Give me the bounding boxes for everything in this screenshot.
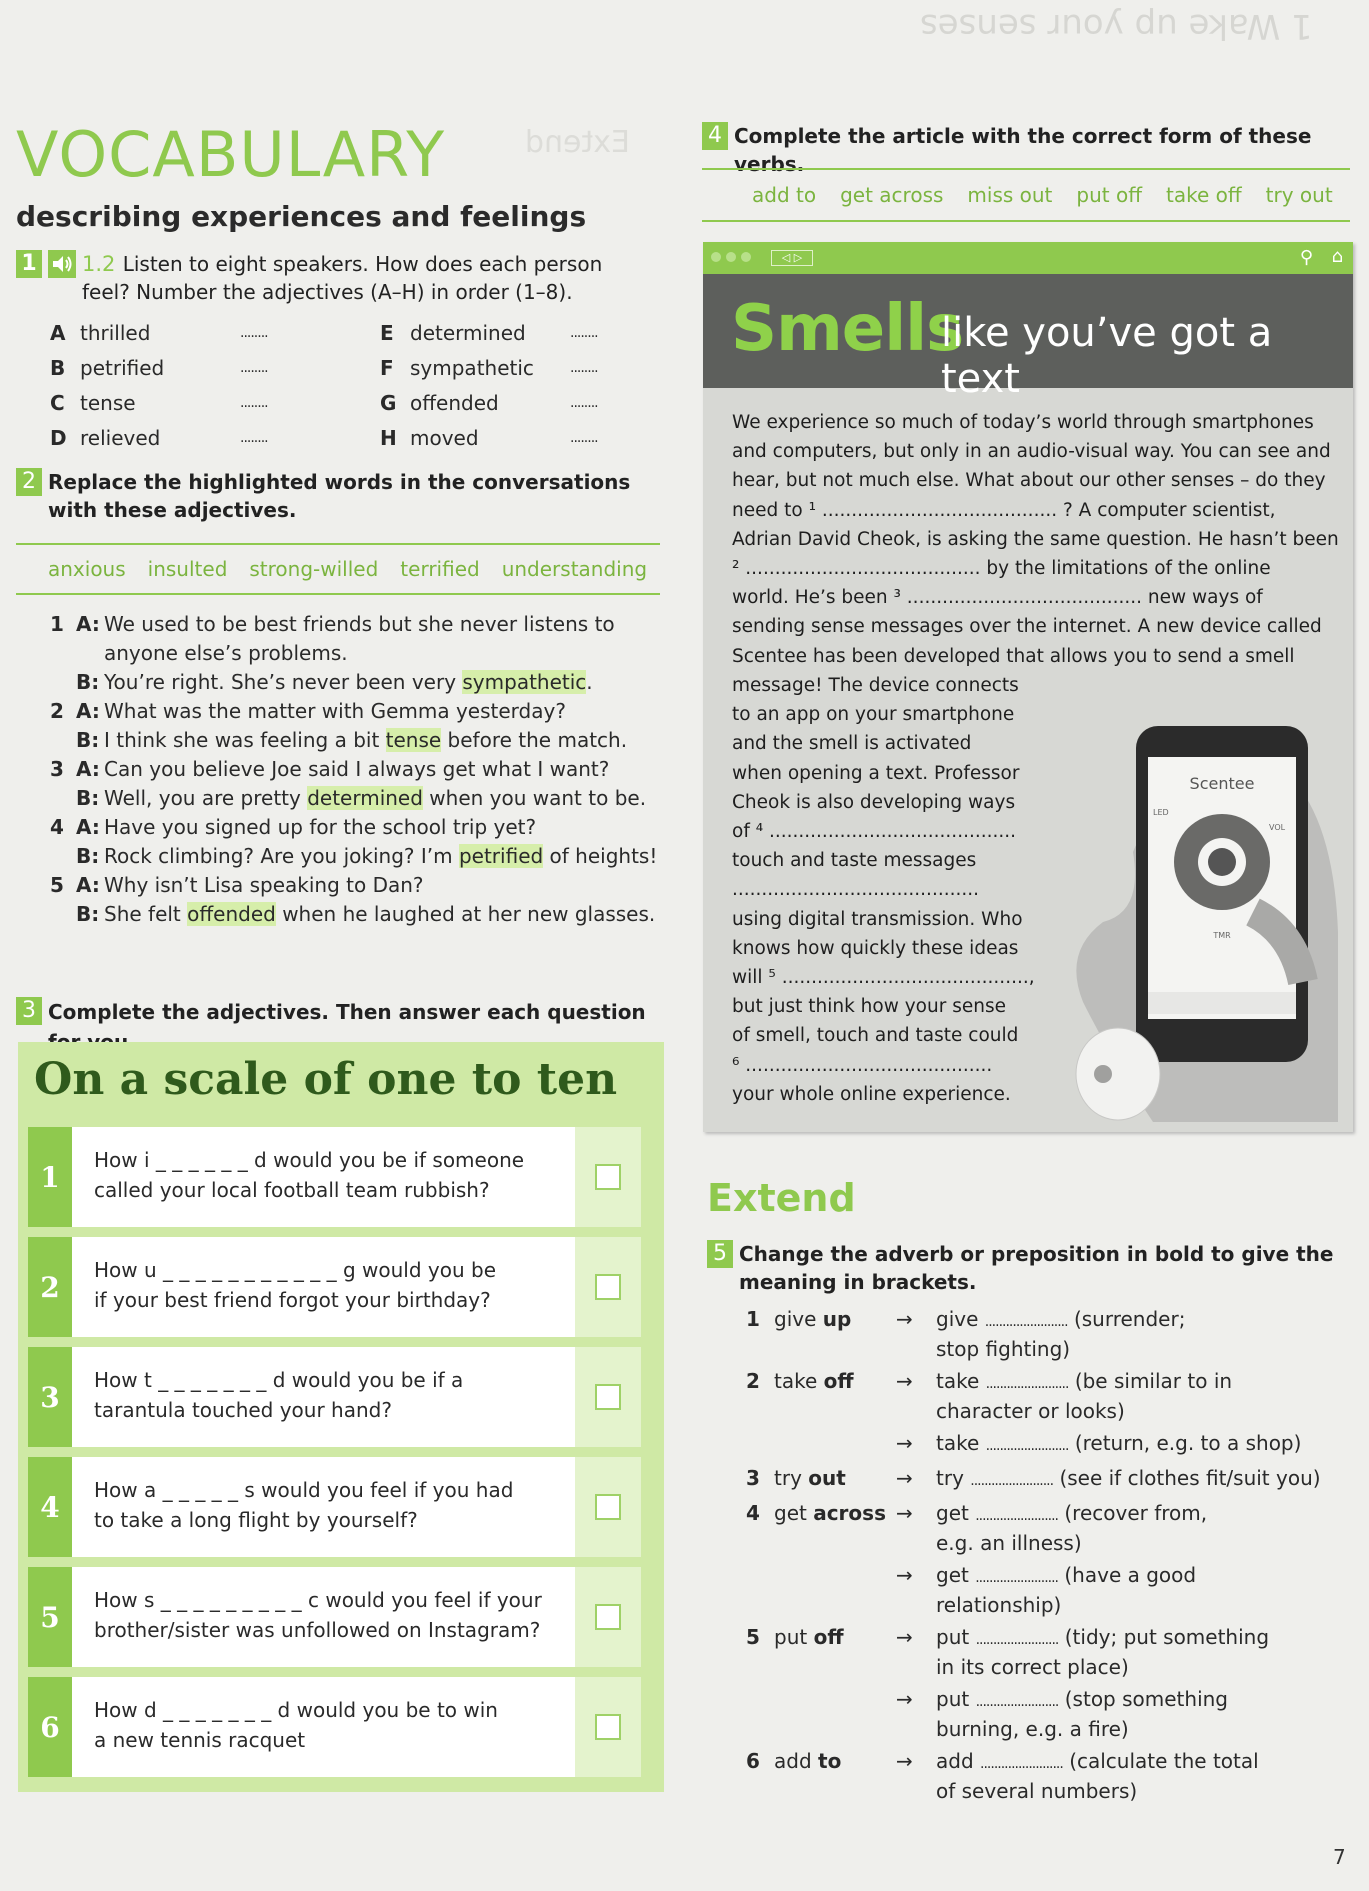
- verb: give: [774, 1307, 817, 1331]
- phrasal-verb: [774, 1368, 854, 1395]
- adjective-letter: E: [380, 321, 394, 345]
- meaning-cont: e.g. an illness): [936, 1531, 1082, 1555]
- scale-question: [28, 1567, 641, 1667]
- exercise-number: 2: [16, 468, 42, 496]
- conversation-number: 4: [50, 815, 64, 839]
- line-b: [104, 900, 655, 929]
- line-b-text: I think she was feeling a bit: [104, 728, 386, 752]
- answer-checkbox[interactable]: [595, 1164, 621, 1190]
- extend-title: Extend: [707, 1176, 856, 1220]
- meaning: (stop something: [1064, 1687, 1228, 1711]
- article-line: of ⁴ ..........................................: [732, 821, 1016, 843]
- phone-illustration: [1003, 682, 1343, 1122]
- verb: take: [774, 1369, 818, 1393]
- exercise-3-instruction: Complete the adjectives. Then answer each question: [48, 1000, 646, 1024]
- question-line: tarantula touched your hand?: [94, 1398, 392, 1422]
- phrasal-verb: [774, 1624, 844, 1651]
- article-line: need to ¹ ........................................ ? A computer scientist,: [732, 499, 1276, 521]
- speaker-a: A:: [76, 873, 100, 897]
- adjective-item: [380, 386, 660, 421]
- audio-icon[interactable]: [48, 250, 76, 278]
- arrow-icon: →: [896, 1625, 913, 1649]
- conversation: [50, 610, 670, 697]
- article-line: and computers, but only in an audio-visual way. You can see and: [732, 441, 1331, 463]
- particle: to: [818, 1749, 842, 1773]
- adjective-item: [50, 386, 330, 421]
- page-title: VOCABULARY: [16, 118, 446, 191]
- question-number: 3: [28, 1347, 72, 1447]
- adjective-letter: B: [50, 356, 66, 380]
- line-b-text: .: [586, 670, 593, 694]
- answer-box[interactable]: [575, 1237, 641, 1337]
- answer-blank[interactable]: ........................: [980, 1756, 1063, 1772]
- answer-blank[interactable]: ........: [240, 395, 268, 411]
- exercise-number: 4: [702, 122, 728, 150]
- question-line: a new tennis racquet: [94, 1728, 306, 1752]
- article-line: message! The device connects: [732, 675, 1019, 696]
- item-number: 2: [746, 1369, 760, 1393]
- arrow-icon: →: [896, 1749, 913, 1773]
- adjective-word: moved: [410, 426, 479, 450]
- line-b-text: She felt: [104, 902, 188, 926]
- exercise-5-instruction: Change the adverb or preposition in bold to give the meaning in brackets.: [739, 1242, 1334, 1294]
- question-text: [72, 1347, 575, 1447]
- svg-text:VOL: VOL: [1269, 823, 1286, 832]
- exercise-1-instruction: Listen to eight speakers. How does each person feel? Number the adjectives (A–H) in order (1–8).: [82, 252, 603, 304]
- exercise-number: 3: [16, 997, 42, 1025]
- home-icon[interactable]: ⌂: [1331, 246, 1343, 267]
- line-b: [104, 842, 657, 871]
- answer-blank[interactable]: ........: [570, 325, 598, 341]
- answer-checkbox[interactable]: [595, 1384, 621, 1410]
- adjective-item: [50, 316, 330, 351]
- article-line: your whole online experience.: [732, 1083, 1011, 1105]
- phrasal-verb: [774, 1465, 846, 1492]
- question-number: 2: [28, 1237, 72, 1337]
- particle: out: [808, 1466, 846, 1490]
- adjective-word: thrilled: [80, 321, 151, 345]
- page-subtitle: describing experiences and feelings: [16, 200, 587, 233]
- meaning-cont: relationship): [936, 1593, 1062, 1617]
- line-b-text: of heights!: [543, 844, 658, 868]
- meaning: (see if clothes fit/suit you): [1059, 1466, 1321, 1490]
- answer-blank[interactable]: ........................: [975, 1508, 1059, 1524]
- adjective-letter: C: [50, 391, 65, 415]
- adjective-item: [380, 316, 660, 351]
- verb: get: [774, 1501, 807, 1525]
- exercise-2-instruction: Replace the highlighted words in the conversations with these adjectives.: [48, 470, 631, 522]
- line-a-cont: anyone else’s problems.: [104, 641, 348, 665]
- meaning-cont: stop fighting): [936, 1337, 1071, 1361]
- meaning: (be similar to in: [1074, 1369, 1233, 1393]
- article-line: of smell, touch and taste could: [732, 1025, 1019, 1047]
- page-number: 7: [1333, 1845, 1346, 1869]
- arrow-icon: →: [896, 1307, 913, 1331]
- adjective-word: petrified: [80, 356, 165, 380]
- scale-question: [28, 1127, 641, 1227]
- arrow-icon: →: [896, 1369, 913, 1393]
- target-verb: give: [936, 1307, 979, 1331]
- arrow-icon: →: [896, 1466, 913, 1490]
- target-verb: get: [936, 1501, 969, 1525]
- answer-checkbox[interactable]: [595, 1604, 621, 1630]
- word-option: insulted: [147, 557, 228, 581]
- article-line: ⁶ ..........................................: [732, 1054, 993, 1076]
- word-option: strong-willed: [249, 557, 379, 581]
- window-dots: [711, 252, 751, 262]
- scale-panel-title: On a scale of one to ten: [34, 1054, 618, 1105]
- question-line: How i _ _ _ _ _ _ d would you be if someone: [94, 1148, 525, 1172]
- answer-blank[interactable]: ........: [570, 360, 598, 376]
- highlighted-word: determined: [307, 786, 423, 810]
- speaker-a: A:: [76, 699, 100, 723]
- target-verb: take: [936, 1431, 980, 1455]
- article-line: and the smell is activated: [732, 733, 972, 755]
- article-line: sending sense messages over the internet. A new device called: [732, 616, 1322, 638]
- highlighted-word: tense: [385, 728, 442, 752]
- speaker-b: B:: [76, 844, 100, 868]
- exercise-4-instruction: Complete the article with the correct form of these verbs.: [734, 124, 1312, 176]
- svg-text:TMR: TMR: [1213, 931, 1231, 940]
- item-number: 1: [746, 1307, 760, 1331]
- adjective-item: [380, 351, 660, 386]
- line-b-text: Well, you are pretty: [104, 786, 308, 810]
- article-title-main: Smells: [731, 292, 964, 366]
- article-line: ..........................................: [732, 879, 979, 901]
- meaning-cont: character or looks): [936, 1399, 1125, 1423]
- mirrored-extend: Extend: [525, 125, 630, 160]
- target-verb: put: [936, 1625, 970, 1649]
- line-b-text: when he laughed at her new glasses.: [275, 902, 656, 926]
- article-title-rest: like you’ve got a text: [941, 310, 1273, 402]
- phrasal-verb: [774, 1306, 851, 1333]
- scale-question: [28, 1347, 641, 1447]
- answer-blank[interactable]: ........................: [984, 1314, 1068, 1330]
- item-number: 3: [746, 1466, 760, 1490]
- arrow-icon: →: [896, 1563, 913, 1587]
- conversation-number: 1: [50, 612, 64, 636]
- target-verb: get: [936, 1563, 969, 1587]
- adjective-letter: H: [380, 426, 397, 450]
- answer-blank[interactable]: ........................: [985, 1438, 1069, 1454]
- line-a: What was the matter with Gemma yesterday?: [104, 699, 566, 723]
- speaker-b: B:: [76, 728, 100, 752]
- question-number: 1: [28, 1127, 72, 1227]
- adjective-word: tense: [80, 391, 136, 415]
- adjective-word: determined: [410, 321, 526, 345]
- phone-app-name: Scentee: [1189, 774, 1255, 793]
- verb-option: take off: [1166, 183, 1242, 207]
- item-number: 4: [746, 1501, 760, 1525]
- scale-question: [28, 1677, 641, 1777]
- meaning: (recover from,: [1064, 1501, 1208, 1525]
- meaning: (have a good: [1064, 1563, 1197, 1587]
- exercise-5: [707, 1240, 1347, 1296]
- verb-option: miss out: [967, 183, 1053, 207]
- speaker-b: B:: [76, 786, 100, 810]
- verb: put: [774, 1625, 808, 1649]
- answer-checkbox[interactable]: [595, 1494, 621, 1520]
- target-verb: take: [936, 1369, 980, 1393]
- line-a: We used to be best friends but she never listens to: [104, 612, 615, 636]
- answer-checkbox[interactable]: [595, 1274, 621, 1300]
- word-option: anxious: [48, 557, 126, 581]
- adjective-word: sympathetic: [410, 356, 534, 380]
- meaning-cont: burning, e.g. a fire): [936, 1717, 1129, 1741]
- article-body: [732, 408, 1342, 671]
- answer-blank[interactable]: ........: [240, 430, 268, 446]
- meaning: (calculate the total: [1069, 1749, 1259, 1773]
- question-number: 4: [28, 1457, 72, 1557]
- conversations: [50, 610, 670, 929]
- answer-blank[interactable]: ........................: [970, 1473, 1054, 1489]
- adjective-item: [50, 421, 330, 456]
- conversation: [50, 871, 670, 929]
- particle: off: [813, 1625, 844, 1649]
- scale-question: [28, 1237, 641, 1337]
- meaning: (surrender;: [1073, 1307, 1186, 1331]
- exercise-number: 5: [707, 1240, 733, 1268]
- word-option: terrified: [400, 557, 480, 581]
- adjective-letter: A: [50, 321, 66, 345]
- article-line: Cheok is also developing ways: [732, 791, 1016, 813]
- answer-box[interactable]: [575, 1347, 641, 1447]
- conversation: [50, 697, 670, 755]
- answer-box[interactable]: [575, 1457, 641, 1557]
- exercise-2: [16, 468, 656, 524]
- article-line: using digital transmission. Who: [732, 908, 1023, 930]
- verb-option: put off: [1076, 183, 1142, 207]
- line-b: [104, 726, 627, 755]
- adjective-item: [380, 421, 660, 456]
- back-forward-icon[interactable]: ◁ ▷: [771, 250, 813, 266]
- article-line: hear, but not much else. What about our other senses – do they: [732, 470, 1326, 492]
- phrasal-verb: [774, 1748, 841, 1775]
- arrow-icon: →: [896, 1687, 913, 1711]
- conversation-number: 2: [50, 699, 64, 723]
- question-line: brother/sister was unfollowed on Instagram?: [94, 1618, 541, 1642]
- answer-blank[interactable]: ........................: [975, 1632, 1059, 1648]
- line-b-text: You’re right. She’s never been very: [104, 670, 463, 694]
- verb: add: [774, 1749, 812, 1773]
- article-line: when opening a text. Professor: [732, 762, 1020, 784]
- question-text: [72, 1677, 575, 1777]
- answer-blank[interactable]: ........: [240, 325, 268, 341]
- question-line: How t _ _ _ _ _ _ _ d would you be if a: [94, 1368, 464, 1392]
- question-line: How d _ _ _ _ _ _ _ d would you be to win: [94, 1698, 498, 1722]
- answer-box[interactable]: [575, 1567, 641, 1667]
- verb-option: get across: [840, 183, 944, 207]
- audio-track: 1.2: [82, 252, 116, 276]
- speaker-a: A:: [76, 612, 100, 636]
- target-verb: add: [936, 1749, 974, 1773]
- article-line: Adrian David Cheok, is asking the same question. He hasn’t been: [732, 528, 1339, 550]
- question-number: 6: [28, 1677, 72, 1777]
- article-line: ² ........................................ by the limitations of the online: [732, 558, 1271, 580]
- arrow-icon: →: [896, 1431, 913, 1455]
- question-text: [72, 1127, 575, 1227]
- verb: try: [774, 1466, 802, 1490]
- answer-blank[interactable]: ........: [570, 395, 598, 411]
- target-verb: try: [936, 1466, 964, 1490]
- highlighted-word: petrified: [458, 844, 544, 868]
- conversation-number: 5: [50, 873, 64, 897]
- article-line: We experience so much of today’s world through smartphones: [732, 412, 1314, 433]
- browser-toolbar: [703, 242, 1353, 274]
- article-line: but just think how your sense: [732, 996, 1006, 1018]
- line-b-text: before the match.: [441, 728, 628, 752]
- adjective-item: [50, 351, 330, 386]
- article-line: will ⁵ ..........................................,: [732, 967, 1035, 989]
- scale-question: [28, 1457, 641, 1557]
- phrasal-verb: [774, 1500, 886, 1527]
- article-body-narrow: [732, 671, 1035, 1109]
- article-window: [703, 242, 1353, 1132]
- line-a: Can you believe Joe said I always get what I want?: [104, 757, 610, 781]
- arrow-icon: →: [896, 1501, 913, 1525]
- line-b: [104, 668, 593, 697]
- article-line: knows how quickly these ideas: [732, 937, 1019, 959]
- meaning: (tidy; put something: [1064, 1625, 1270, 1649]
- question-line: if your best friend forgot your birthday?: [94, 1288, 491, 1312]
- adjective-word: relieved: [80, 426, 161, 450]
- article-line: world. He’s been ³ ........................................ new ways of: [732, 587, 1263, 609]
- verb-option: add to: [752, 183, 817, 207]
- adjective-letter: D: [50, 426, 67, 450]
- exercise-1: [16, 250, 656, 306]
- article-header: [703, 274, 1353, 402]
- question-line: How u _ _ _ _ _ _ _ _ _ _ _ g would you be: [94, 1258, 496, 1282]
- speaker-a: A:: [76, 815, 100, 839]
- particle: across: [813, 1501, 886, 1525]
- answer-blank[interactable]: ........................: [985, 1376, 1069, 1392]
- svg-text:LED: LED: [1153, 808, 1169, 817]
- highlighted-word: offended: [187, 902, 276, 926]
- answer-box[interactable]: [575, 1127, 641, 1227]
- particle: off: [823, 1369, 854, 1393]
- question-line: How a _ _ _ _ _ s would you feel if you had: [94, 1478, 514, 1502]
- speaker-a: A:: [76, 757, 100, 781]
- verb-option: try out: [1265, 183, 1333, 207]
- answer-blank[interactable]: ........................: [975, 1570, 1059, 1586]
- target-verb: put: [936, 1687, 970, 1711]
- conversation: [50, 755, 670, 813]
- particle: up: [822, 1307, 852, 1331]
- question-line: to take a long flight by yourself?: [94, 1508, 418, 1532]
- question-text: [72, 1567, 575, 1667]
- question-line: How s _ _ _ _ _ _ _ _ _ c would you feel if your: [94, 1588, 542, 1612]
- article-line: touch and taste messages: [732, 850, 977, 872]
- meaning-cont: in its correct place): [936, 1655, 1129, 1679]
- conversation-number: 3: [50, 757, 64, 781]
- word-option: understanding: [501, 557, 648, 581]
- answer-blank[interactable]: ........................: [975, 1694, 1059, 1710]
- article-line: to an app on your smartphone: [732, 704, 1015, 726]
- answer-blank[interactable]: ........: [240, 360, 268, 376]
- adjective-letter: F: [380, 356, 394, 380]
- meaning: (return, e.g. to a shop): [1074, 1431, 1302, 1455]
- line-a: Have you signed up for the school trip yet?: [104, 815, 537, 839]
- adjective-word: offended: [410, 391, 499, 415]
- question-line: called your local football team rubbish?: [94, 1178, 490, 1202]
- adjective-letter: G: [380, 391, 397, 415]
- verb-box: [702, 168, 1350, 222]
- answer-checkbox[interactable]: [595, 1714, 621, 1740]
- line-a: Why isn’t Lisa speaking to Dan?: [104, 873, 424, 897]
- mirrored-header: 1 Wake up your senses: [920, 6, 1313, 46]
- speaker-b: B:: [76, 670, 100, 694]
- meaning-cont: of several numbers): [936, 1779, 1138, 1803]
- question-number: 5: [28, 1567, 72, 1667]
- word-box: [16, 543, 660, 595]
- question-text: [72, 1457, 575, 1557]
- exercise-number: 1: [16, 250, 42, 278]
- line-b-text: Rock climbing? Are you joking? I’m: [104, 844, 459, 868]
- item-number: 6: [746, 1749, 760, 1773]
- answer-box[interactable]: [575, 1677, 641, 1777]
- speaker-b: B:: [76, 902, 100, 926]
- conversation: [50, 813, 670, 871]
- highlighted-word: sympathetic: [462, 670, 587, 694]
- line-b-text: when you want to be.: [422, 786, 647, 810]
- article-line: Scentee has been developed that allows you to send a smell: [732, 645, 1295, 667]
- search-icon[interactable]: ⚲: [1299, 247, 1313, 268]
- answer-blank[interactable]: ........: [570, 430, 598, 446]
- question-text: [72, 1237, 575, 1337]
- item-number: 5: [746, 1625, 760, 1649]
- line-b: [104, 784, 646, 813]
